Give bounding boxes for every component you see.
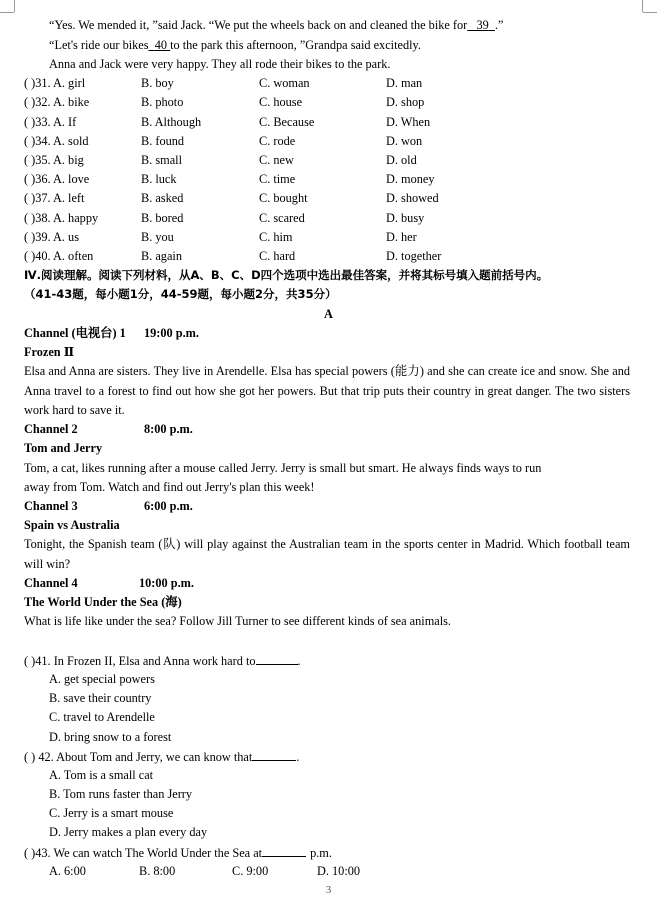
q42-option-a: A. Tom is a small cat — [49, 768, 154, 782]
document-page: “Yes. We mended it, ”said Jack. “We put the wheels back on and cleaned the bike for 39 .” “Let's ride our bikes 40 to the park this afternoon, ”Grandpa said excitedly. Anna and Jack were very happy. They all rode their bikes to the park. ( )31. A. girl B. boy C. woman D. man ( )32. A. bike B. photo C. house D. shop ( )33. A. If B. Although C. Because D. When ( )34. A. sold B. found C. rode D. won ( )35. A. big B. small C. new D. old ( )36. A. love B. luck C. time D. money ( )37. A. left B. asked C. bought D. showed ( )38. A. happy B. bored C. scared D. busy ( )39. A. us B. you C. him D. her ( )40. A. often B. again C. hard D. together Ⅳ.阅读理解。阅读下列材料，从A、B、C、D四个选项中选出最佳答案，并将其标号填入题前括号内。 （41-43题，每小题1分，44-59题，每小题2分，共35分） A Channel (电视台) 1 19:00 p.m. Frozen Ⅱ Elsa and Anna are sisters. They live in Arendelle. Elsa has special powers (能力) and she can create ice and snow. She and Anna travel to a forest to find out how she got her powers. But that trip puts their country in great danger. The two sisters work hard to save it. Channel 2 8:00 p.m. Tom and Jerry Tom, a cat, likes running after a mouse called Jerry. Jerry is small but smart. He always finds ways to run away from Tom. Watch and find out Jerry's plan this week! Channel 3 6:00 p.m. Spain vs Australia Tonight, the Spanish team (队) will play against the Australian team in the sports center in Madrid. Which football team will win? Channel 4 10:00 p.m. The World Under the Sea (海) What is life like under the sea? Follow Jill Turner to see different kinds of sea animals. ( )41. In Frozen II, Elsa and Anna work hard to . A. get special powers B. save their country C. travel to Arendelle D. bring snow to a forest ( ) 42. About Tom and Jerry, we can know that . A. Tom is a small cat B. Tom runs faster than Jerry C. Jerry is a smart mouse D. Jerry makes a plan every day ( )43. We can watch The World Under the Sea at p.m. A. 6:00 B. 8:00 C. 9:00 D. 10:00 3 — [0, 0, 657, 911]
question-41: ( )41. In Frozen II, Elsa and Anna work hard to . — [24, 654, 301, 668]
crop-mark-left-h — [0, 12, 14, 13]
channel-4-desc: What is life like under the sea? Follow Jill Turner to see different kinds of sea animals. — [24, 614, 451, 628]
channel-1-header: Channel (电视台) 1 19:00 p.m. — [24, 326, 199, 340]
answer-blank-42[interactable] — [252, 749, 296, 761]
q41-option-b: B. save their country — [49, 691, 152, 705]
q41-option-d: D. bring snow to a forest — [49, 730, 172, 744]
story-line-1: “Yes. We mended it, ”said Jack. “We put the wheels back on and cleaned the bike for 39 .” — [49, 18, 504, 32]
page-number: 3 — [325, 884, 332, 896]
answer-blank-41[interactable] — [256, 653, 298, 665]
section-scoring: （41-43题，每小题1分，44-59题，每小题2分，共35分） — [24, 287, 337, 301]
channel-1-show: Frozen Ⅱ — [24, 345, 75, 359]
channel-2-header: Channel 2 8:00 p.m. — [24, 422, 193, 436]
q43-option-d: D. 10:00 — [317, 864, 361, 878]
channel-2-desc-1: Tom, a cat, likes running after a mouse called Jerry. Jerry is small but smart. He always finds ways to run — [24, 461, 542, 475]
channel-3-desc: Tonight, the Spanish team (队) will play against the Australian team in the sports center in Madrid. Which football team will win? — [24, 537, 630, 571]
channel-3-show: Spain vs Australia — [24, 518, 120, 532]
q43-option-a: A. 6:00 — [49, 864, 86, 878]
story-line-2: “Let's ride our bikes 40 to the park this afternoon, ”Grandpa said excitedly. — [49, 38, 421, 52]
section-title: Ⅳ.阅读理解。阅读下列材料，从A、B、C、D四个选项中选出最佳答案，并将其标号填入题前括号内。 — [24, 268, 549, 282]
channel-3-header: Channel 3 6:00 p.m. — [24, 499, 193, 513]
crop-mark-right-h — [643, 12, 657, 13]
part-label: A — [324, 307, 333, 321]
crop-mark-left — [4, 0, 15, 12]
answer-blank-43[interactable] — [262, 845, 306, 857]
crop-mark-right — [642, 0, 653, 12]
q43-option-c: C. 9:00 — [232, 864, 269, 878]
story-line-3: Anna and Jack were very happy. They all rode their bikes to the park. — [49, 57, 391, 71]
q42-option-d: D. Jerry makes a plan every day — [49, 825, 208, 839]
channel-4-header: Channel 4 10:00 p.m. — [24, 576, 194, 590]
channel-2-show: Tom and Jerry — [24, 441, 103, 455]
question-42: ( ) 42. About Tom and Jerry, we can know that . — [24, 750, 300, 764]
q41-option-a: A. get special powers — [49, 672, 155, 686]
blank-39: 39 — [476, 18, 489, 32]
channel-1-desc: Elsa and Anna are sisters. They live in Arendelle. Elsa has special powers (能力) and she can create ice and snow. She and Anna travel to a forest to find out how she got her powers. But that trip puts their country in great danger. The two sisters work hard to save it. — [24, 364, 630, 417]
q41-option-c: C. travel to Arendelle — [49, 710, 155, 724]
q43-option-b: B. 8:00 — [139, 864, 176, 878]
channel-2-desc-2: away from Tom. Watch and find out Jerry's plan this week! — [24, 480, 315, 494]
q42-option-b: B. Tom runs faster than Jerry — [49, 787, 193, 801]
blank-40: 40 — [154, 38, 167, 52]
channel-4-show: The World Under the Sea (海) — [24, 595, 182, 609]
question-43: ( )43. We can watch The World Under the Sea at p.m. — [24, 846, 332, 860]
q42-option-c: C. Jerry is a smart mouse — [49, 806, 174, 820]
